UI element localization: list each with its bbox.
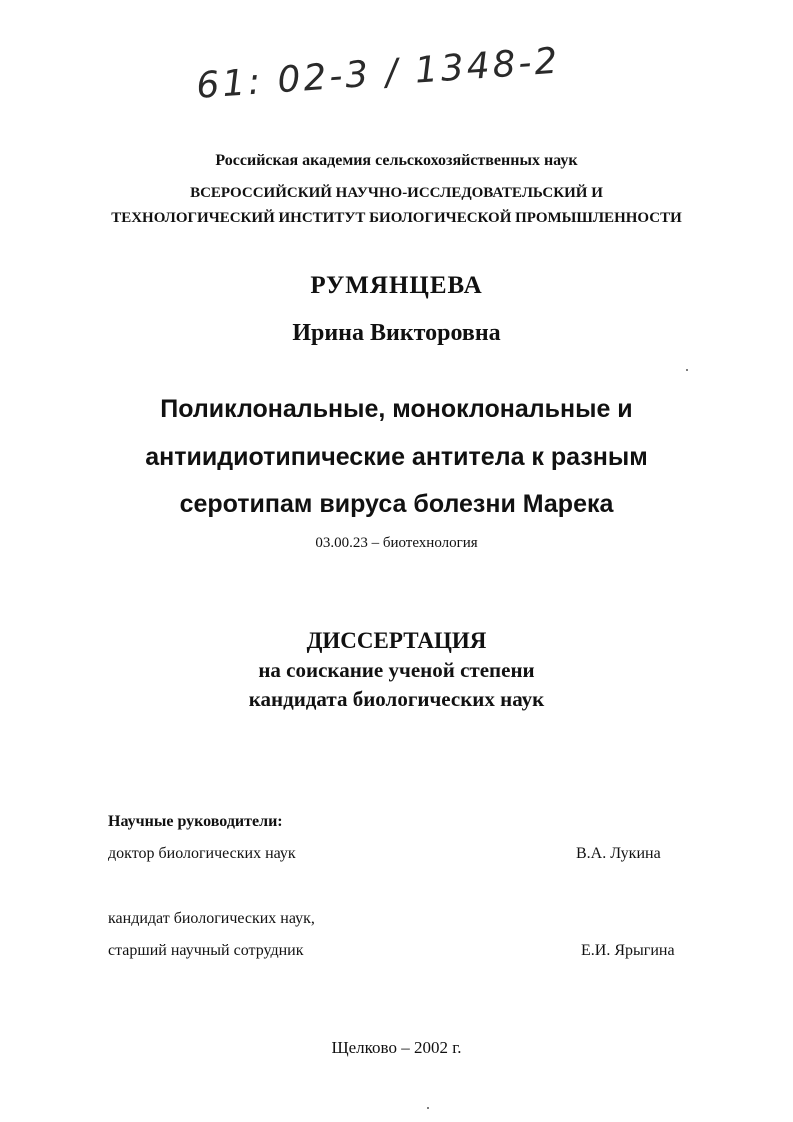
- document-type: ДИССЕРТАЦИЯ: [306, 628, 487, 653]
- thesis-title-line1: Поликлональные, моноклональные и: [160, 395, 633, 423]
- degree-purpose-line2: кандидата биологических наук: [248, 687, 545, 711]
- thesis-title-line2: антиидиотипические антитела к разным: [145, 443, 648, 471]
- academy-name: Российская академия сельскохозяйственных наук: [215, 152, 578, 169]
- supervisor1-degree: доктор биологических наук: [108, 845, 296, 862]
- degree-purpose-line1: на соискание ученой степени: [258, 658, 535, 682]
- author-given-names: Ирина Викторовна: [292, 320, 501, 346]
- specialty-code: 03.00.23 – биотехнология: [315, 535, 478, 551]
- supervisor1-name: В.А. Лукина: [576, 845, 661, 862]
- supervisor2-degree-line2: старший научный сотрудник: [108, 942, 304, 959]
- scan-speck: [427, 1107, 429, 1109]
- supervisors-heading: Научные руководители:: [108, 813, 283, 830]
- supervisor2-degree-line1: кандидат биологических наук,: [108, 910, 315, 927]
- place-and-year: Щелково – 2002 г.: [331, 1038, 462, 1057]
- thesis-title-line3: серотипам вируса болезни Марека: [179, 490, 614, 518]
- institute-name-line2: ТЕХНОЛОГИЧЕСКИЙ ИНСТИТУТ БИОЛОГИЧЕСКОЙ ПРОМЫШЛЕННОСТИ: [111, 210, 682, 226]
- scan-speck: [686, 369, 688, 371]
- handwritten-archive-code: 61: 02-3 / 1348-2: [195, 40, 562, 107]
- institute-name-line1: ВСЕРОССИЙСКИЙ НАУЧНО-ИССЛЕДОВАТЕЛЬСКИЙ И: [190, 185, 603, 201]
- supervisor2-name: Е.И. Ярыгина: [581, 942, 675, 959]
- author-surname: РУМЯНЦЕВА: [310, 272, 483, 299]
